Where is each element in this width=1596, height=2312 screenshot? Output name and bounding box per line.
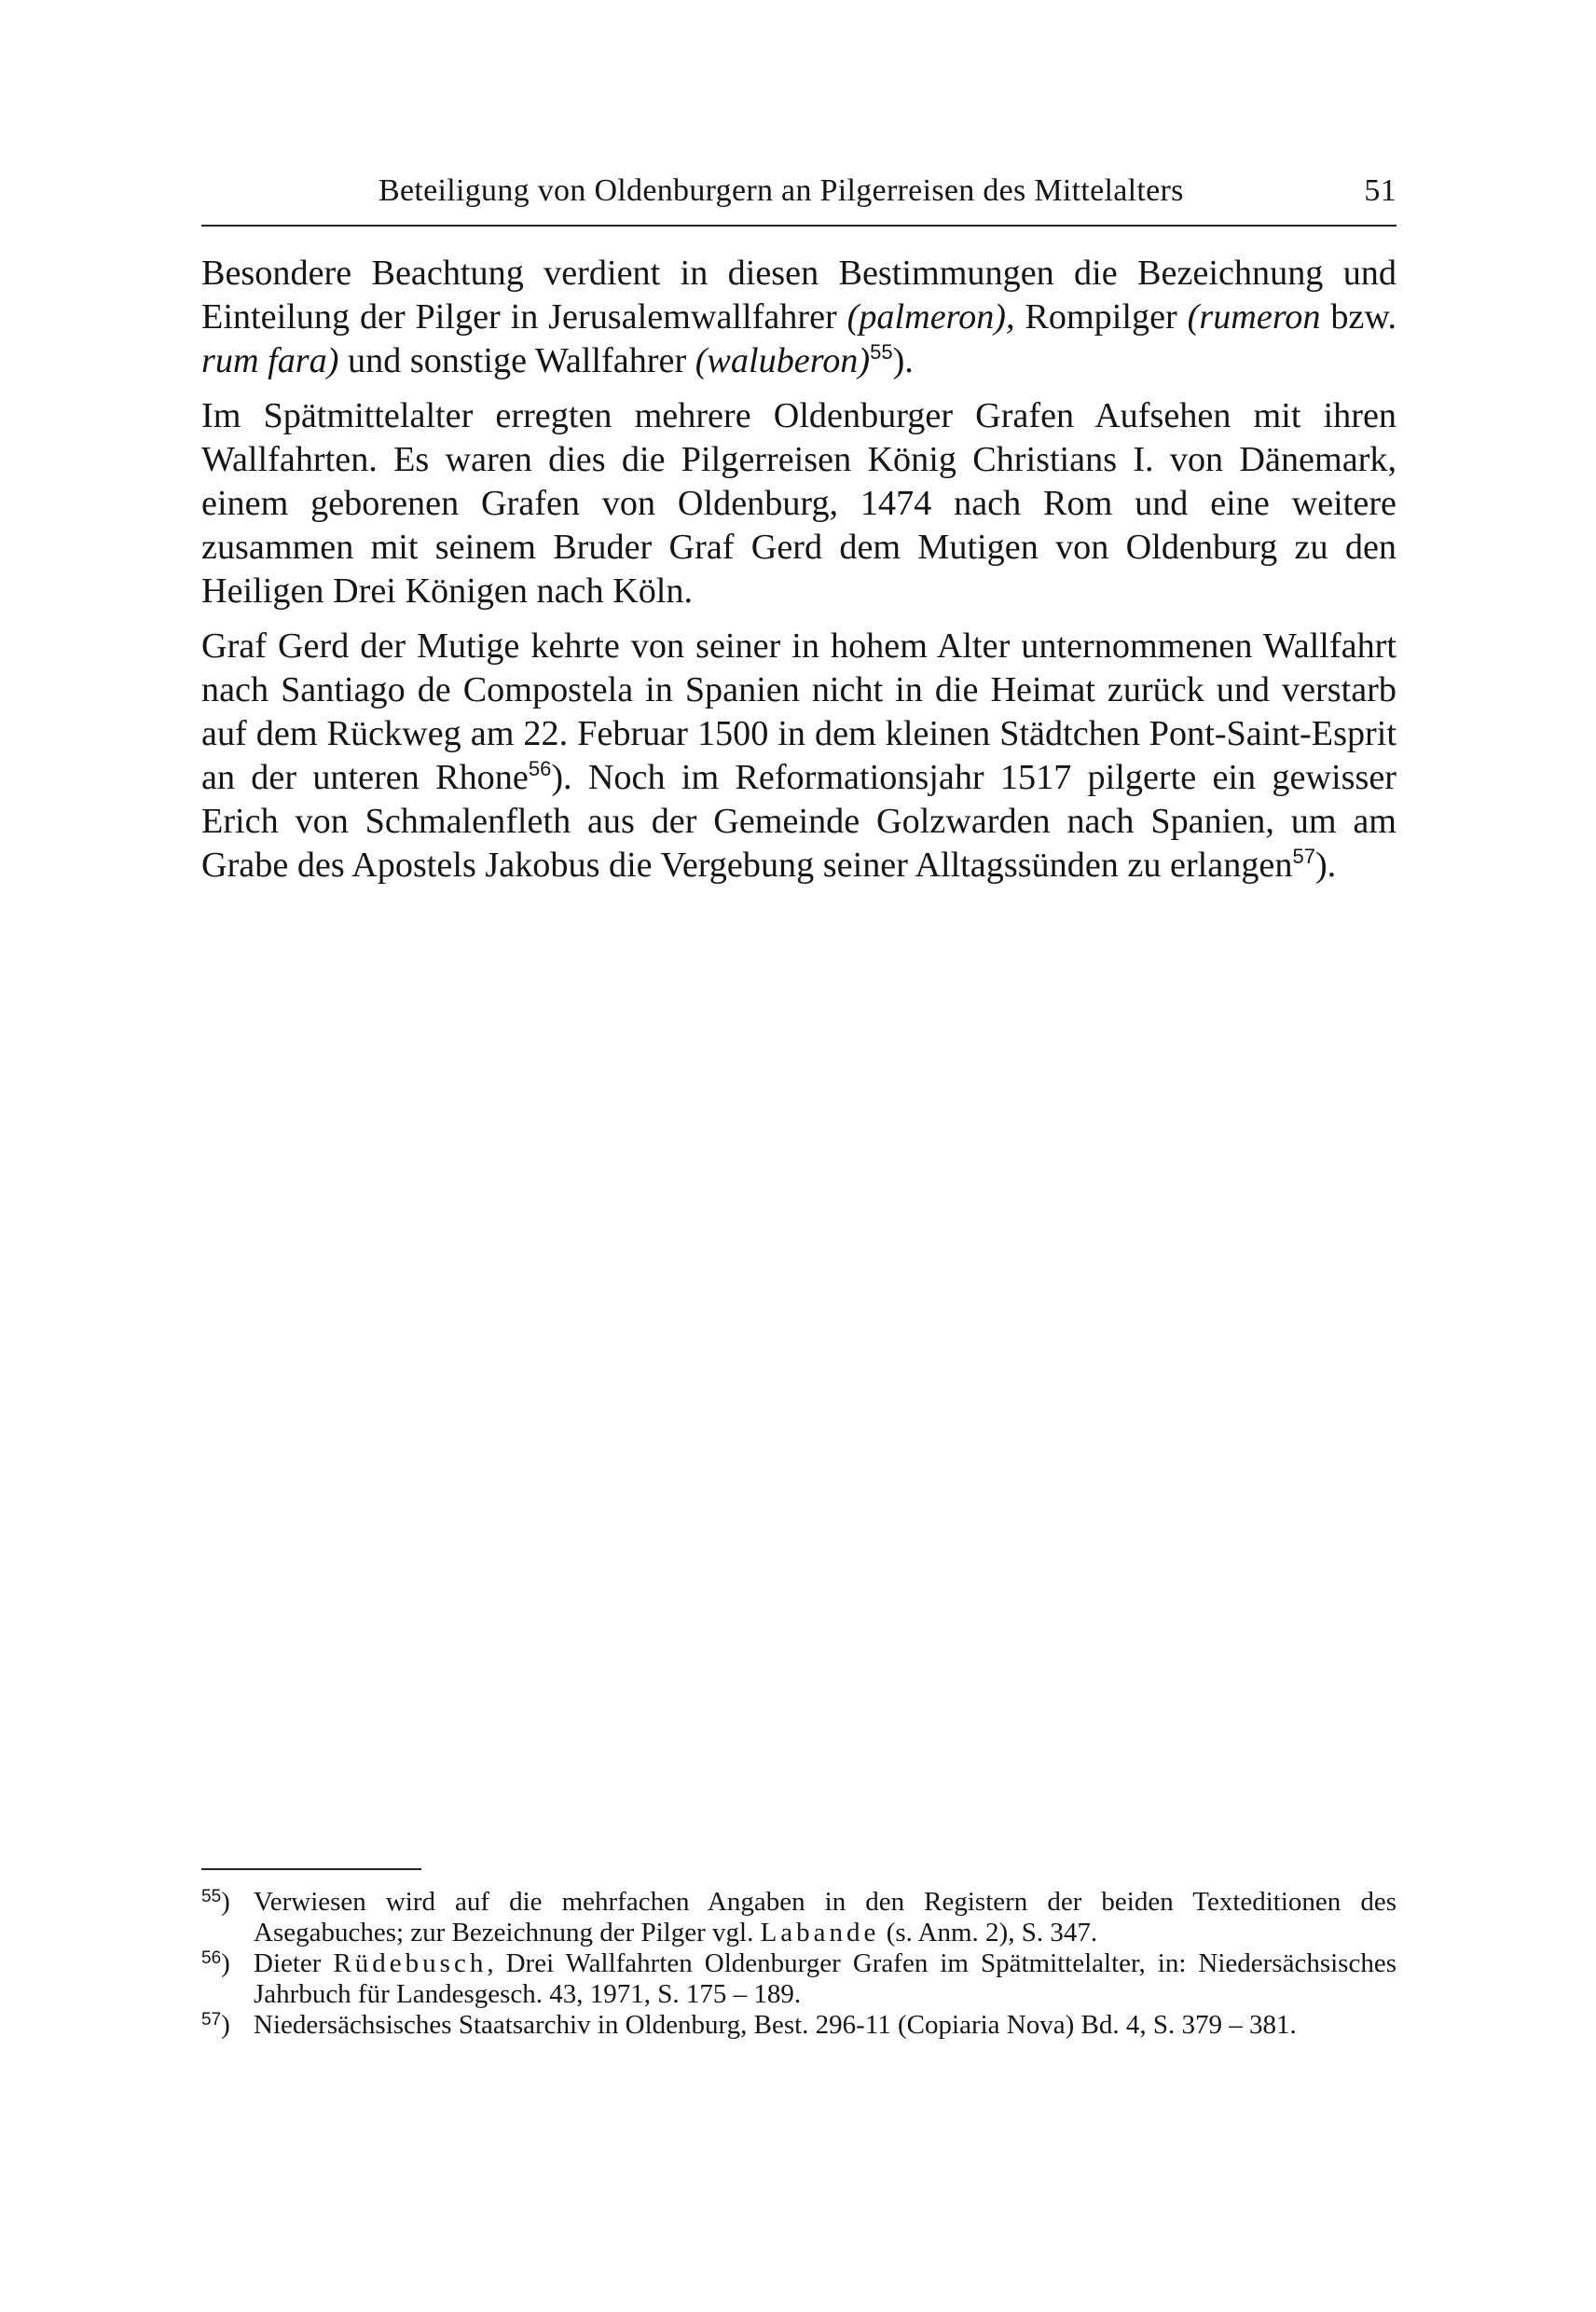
footnote-marker: $^{56}$)	[201, 1948, 230, 1978]
footnote-text: Niedersächsisches Staatsarchiv in Oldenburg, Best. 296-11 (Copiaria Nova) Bd. 4, S. 379 – 381.	[254, 2010, 1297, 2040]
italic-term: (rumeron	[1187, 297, 1321, 337]
footnote-text: Verwiesen wird auf die mehrfachen Angaben in den Registern der beiden Texteditionen des Asegabuches; zur Bezeichnung der Pilger vgl.	[254, 1887, 1396, 1947]
text-run: Rompilger	[1014, 297, 1188, 337]
text-run: ). Noch im Reformationsjahr 1517 pilgerte ein gewisser Erich von Schmalenfleth aus der Gemeinde Golzwarden nach Spanien, um am Grabe des Apostels Jakobus die Vergebung seiner Alltagssünden zu erlangen	[201, 758, 1397, 885]
footnote-56	[201, 1948, 1396, 2010]
footnote-marker: $^{55}$)	[201, 1887, 230, 1917]
paragraph-3	[201, 625, 1396, 888]
main-text	[201, 252, 1396, 899]
footnote-reference[interactable]: 55	[870, 340, 893, 364]
author-name: Labande	[760, 1918, 880, 1947]
footnote-55	[201, 1887, 1396, 1948]
text-run: Graf Gerd der Mutige kehrte von seiner in hohem Alter unternommenen Wallfahrt nach Santiago de Compostela in Spanien nicht in die Heimat zurück und verstarb auf dem Rückweg am 22. Februar 1500 in dem kleinen Städtchen Pont-Saint-Esprit an der unteren Rhone	[201, 626, 1396, 797]
footnote-text: Dieter	[254, 1948, 334, 1978]
text-run: ).	[892, 341, 914, 380]
running-title: Beteiligung von Oldenburgern an Pilgerreisen des Mittelalters	[378, 173, 1184, 208]
footnote-reference[interactable]: 57	[1292, 845, 1315, 868]
footnote-reference[interactable]: 56	[528, 757, 552, 780]
text-run: Besondere Beachtung verdient in diesen Bestimmungen die Bezeichnung und Einteilung der Pilger in Jerusalemwallfahrer	[201, 254, 1396, 337]
italic-term: rum fara)	[201, 341, 339, 380]
running-head	[201, 173, 1396, 222]
header-rule	[201, 225, 1396, 227]
author-name: Rüdebusch	[333, 1948, 488, 1978]
footnote-text: , Drei Wallfahrten Oldenburger Grafen im Spätmittelalter, in: Niedersächsisches Jahrbuch für Landesgesch. 43, 1971, S. 175 – 189.	[254, 1948, 1396, 2009]
italic-term: (palmeron),	[846, 297, 1015, 337]
italic-term: (waluberon)	[695, 341, 871, 380]
footnotes	[201, 1887, 1396, 2041]
footnote-57	[201, 2010, 1396, 2041]
footnote-rule	[201, 1868, 421, 1870]
footnote-text: (s. Anm. 2), S. 347.	[879, 1918, 1098, 1947]
paragraph-1	[201, 252, 1396, 383]
footnote-marker: $^{57}$)	[201, 2010, 230, 2040]
text-run: bzw.	[1320, 297, 1397, 337]
text-run: ).	[1314, 846, 1337, 885]
page-number: 51	[1364, 173, 1396, 208]
paragraph-2: Im Spätmittelalter erregten mehrere Oldenburger Grafen Aufsehen mit ihren Wallfahrten. Es waren dies die Pilgerreisen König Christians I. von Dänemark, einem geborenen Grafen von Oldenburg, 1474 nach Rom und eine weitere zusammen mit seinem Bruder Graf Gerd dem Mutigen von Oldenburg zu den Heiligen Drei Königen nach Köln.	[201, 396, 1396, 611]
text-run: und sonstige Wallfahrer	[338, 341, 695, 380]
